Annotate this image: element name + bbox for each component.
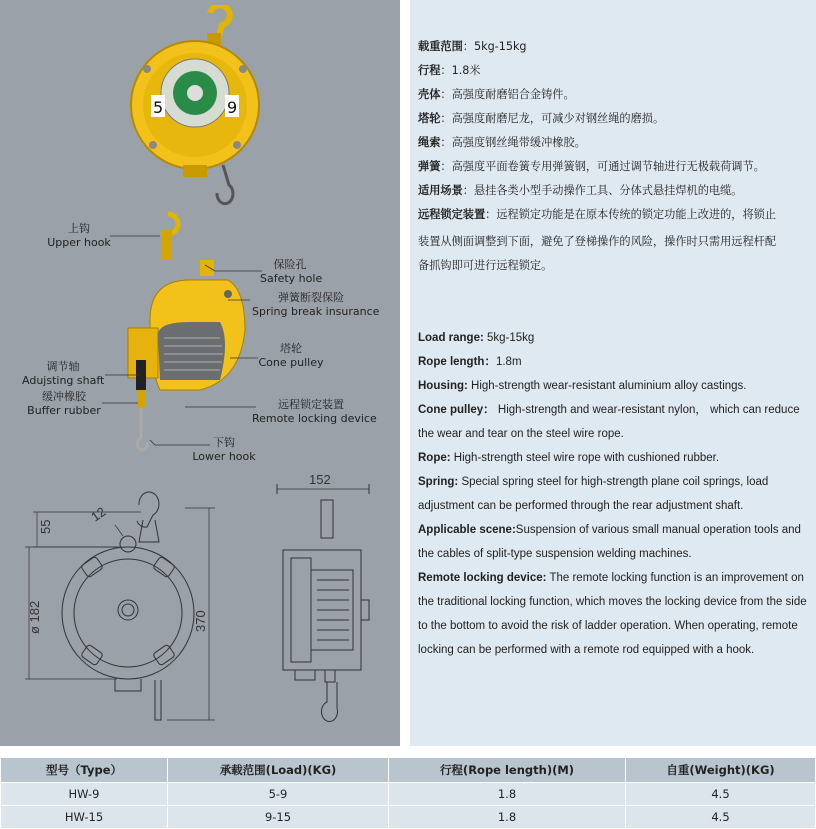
table-cell: HW-15 bbox=[1, 806, 168, 829]
spec-en-label: Rope length： bbox=[418, 356, 496, 368]
illustration-panel bbox=[0, 0, 400, 746]
table-cell: 1.8 bbox=[389, 783, 626, 806]
spec-en-text: 1.8m bbox=[495, 356, 522, 368]
label-remote-locking-device: 远程锁定装置 Remote locking device bbox=[252, 398, 377, 425]
label-spring-break-insurance: 弹簧断裂保险 Spring break insurance bbox=[252, 291, 380, 318]
spec-cn-line bbox=[418, 62, 481, 78]
table-cell: 9-15 bbox=[168, 806, 389, 829]
spec-cn-text: 1.8米 bbox=[451, 64, 481, 77]
spec-cn-line bbox=[418, 206, 776, 222]
label-adjusting-shaft: 调节轴 Adujsting shaft bbox=[22, 360, 105, 387]
spec-en-label: Load range: bbox=[418, 332, 484, 344]
spec-cn-label: 载重范围 bbox=[418, 40, 463, 53]
table-header-row bbox=[1, 758, 816, 783]
spec-en-text: High-strength wear-resistant aluminium alloy castings. bbox=[467, 380, 747, 392]
spec-cn-line bbox=[418, 110, 664, 126]
label-buffer-rubber: 缓冲橡胶 Buffer rubber bbox=[27, 390, 101, 417]
spec-en-text: High-strength steel wire rope with cushioned rubber. bbox=[450, 452, 720, 464]
spec-cn-line bbox=[418, 158, 765, 174]
spec-en-text: 5kg-15kg bbox=[483, 332, 535, 344]
table-header: 承载范围(Load)(KG) bbox=[168, 758, 389, 783]
spec-en-paragraph bbox=[418, 470, 813, 518]
dimension-diameter: ø 182 bbox=[27, 600, 42, 634]
spec-en-label: Applicable scene: bbox=[418, 524, 516, 536]
spec-cn-line bbox=[418, 134, 586, 150]
spec-en-label: Remote locking device: bbox=[418, 572, 547, 584]
spec-cn-continuation-2: 备抓钩即可进行远程锁定。 bbox=[418, 259, 553, 272]
spec-cn-separator: ： bbox=[462, 40, 474, 53]
spec-en-label: Rope: bbox=[418, 452, 451, 464]
spec-cn-label: 壳体 bbox=[418, 88, 441, 101]
spec-en-label: Spring: bbox=[418, 476, 459, 488]
table-header: 行程(Rope length)(M) bbox=[389, 758, 626, 783]
spec-en-text: Special spring steel for high-strength plane coil springs, load adjustment can be performed through the rear adjustment shaft. bbox=[418, 476, 769, 512]
spec-cn-separator: ： bbox=[440, 88, 452, 101]
spec-cn-separator: ： bbox=[485, 208, 497, 221]
spec-en-label: Cone pulley： bbox=[418, 404, 495, 416]
spec-cn-separator: ： bbox=[440, 160, 452, 173]
spec-cn-label: 弹簧 bbox=[418, 160, 441, 173]
english-specs bbox=[418, 326, 813, 662]
table-header: 型号（Type） bbox=[1, 758, 168, 783]
spec-cn-label: 塔轮 bbox=[418, 112, 441, 125]
table-row bbox=[1, 806, 816, 829]
spec-cn-label: 行程 bbox=[418, 64, 441, 77]
dimension-height: 370 bbox=[193, 610, 208, 632]
spec-en-text: The remote locking function is an improvement on the traditional locking function, which moves the locking device from the side to the bottom to avoid the risk of ladder operation. When operating, remote locking can be performed with a remote rod equipped with a hook. bbox=[418, 572, 807, 656]
spec-cn-line bbox=[418, 86, 575, 102]
spec-en-paragraph bbox=[418, 326, 813, 350]
table-cell: 5-9 bbox=[168, 783, 389, 806]
label-upper-hook: 上钩 Upper hook bbox=[47, 222, 111, 249]
spec-cn-label: 绳索 bbox=[418, 136, 441, 149]
dimension-width: 152 bbox=[309, 472, 331, 487]
spec-cn-separator: ： bbox=[462, 184, 474, 197]
spec-en-text: Suspension of various small manual operation tools and the cables of split-type suspension welding machines. bbox=[418, 524, 801, 560]
spec-en-paragraph bbox=[418, 398, 813, 446]
technical-drawing-side bbox=[265, 470, 385, 730]
spec-cn-separator: ： bbox=[440, 136, 452, 149]
technical-drawing-front bbox=[15, 470, 225, 730]
table-cell: 4.5 bbox=[626, 783, 816, 806]
dial-left-number: 5 bbox=[153, 98, 164, 117]
specification-panel bbox=[410, 0, 816, 746]
table-cell: HW-9 bbox=[1, 783, 168, 806]
spec-en-text: High-strength and wear-resistant nylon， which can reduce the wear and tear on the steel wire rope. bbox=[418, 404, 800, 440]
spec-en-paragraph bbox=[418, 518, 813, 566]
spec-cn-text: 高强度耐磨尼龙，可减少对钢丝绳的磨损。 bbox=[451, 112, 665, 125]
table-cell: 4.5 bbox=[626, 806, 816, 829]
label-lower-hook: 下钩 Lower hook bbox=[192, 436, 256, 463]
spec-en-paragraph bbox=[418, 350, 813, 374]
dial-right-number: 9 bbox=[227, 98, 238, 117]
model-table bbox=[0, 757, 816, 829]
spec-en-paragraph bbox=[418, 566, 813, 662]
spec-en-paragraph bbox=[418, 374, 813, 398]
dimension-top: 55 bbox=[38, 519, 53, 534]
spec-cn-text: 高强度钢丝绳带缓冲橡胶。 bbox=[451, 136, 586, 149]
spec-cn-text: 5kg-15kg bbox=[473, 40, 527, 53]
panel-divider bbox=[400, 0, 410, 746]
spec-cn-line bbox=[418, 182, 742, 198]
spec-cn-text: 悬挂各类小型手动操作工具、分体式悬挂焊机的电缆。 bbox=[473, 184, 743, 197]
spec-en-label: Housing: bbox=[418, 380, 468, 392]
label-safety-hole: 保险孔 Safety hole bbox=[260, 258, 323, 285]
spec-cn-line bbox=[418, 38, 527, 54]
table-cell: 1.8 bbox=[389, 806, 626, 829]
spec-cn-separator: ： bbox=[440, 112, 452, 125]
table-header: 自重(Weight)(KG) bbox=[626, 758, 816, 783]
spec-en-paragraph bbox=[418, 446, 813, 470]
spec-cn-text: 远程锁定功能是在原本传统的锁定功能上改进的，将锁止 bbox=[496, 208, 777, 221]
spec-cn-continuation-1: 装置从侧面调整到下面，避免了登梯操作的风险，操作时只需用远程杆配 bbox=[418, 235, 777, 248]
dimension-radius: 12 bbox=[88, 503, 109, 525]
spec-cn-text: 高强度耐磨铝合金铸件。 bbox=[451, 88, 575, 101]
spec-cn-text: 高强度平面卷簧专用弹簧钢，可通过调节轴进行无极载荷调节。 bbox=[451, 160, 765, 173]
table-row bbox=[1, 783, 816, 806]
spec-cn-label: 适用场景 bbox=[418, 184, 463, 197]
spec-cn-separator: ： bbox=[440, 64, 452, 77]
label-cone-pulley: 塔轮 Cone pulley bbox=[258, 342, 324, 369]
spec-cn-label: 远程锁定装置 bbox=[418, 208, 486, 221]
